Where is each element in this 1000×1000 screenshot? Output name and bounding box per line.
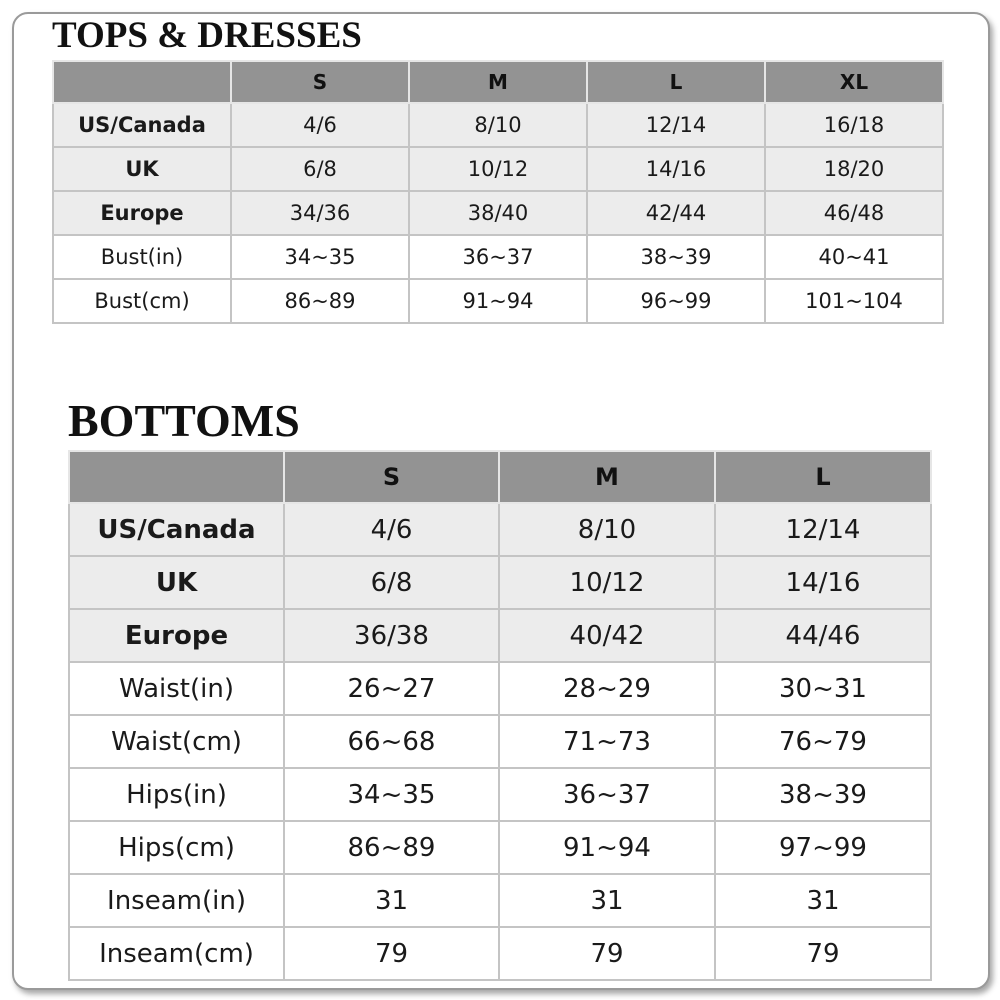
table-cell: 40/42: [499, 609, 715, 662]
table-cell: 8/10: [499, 503, 715, 556]
row-label: Hips(in): [69, 768, 284, 821]
tops-title: TOPS & DRESSES: [52, 15, 362, 56]
column-header-l: L: [587, 61, 765, 103]
table-cell: 79: [284, 927, 499, 980]
table-row: [69, 556, 931, 609]
table-cell: 38~39: [715, 768, 931, 821]
table-cell: 36/38: [284, 609, 499, 662]
row-label: Waist(cm): [69, 715, 284, 768]
table-cell: 91~94: [409, 279, 587, 323]
table-cell: 42/44: [587, 191, 765, 235]
column-header-l: L: [715, 451, 931, 503]
column-header-empty: [69, 451, 284, 503]
table-cell: 14/16: [715, 556, 931, 609]
table-cell: 31: [284, 874, 499, 927]
table-row: [69, 927, 931, 980]
row-label: Bust(in): [53, 235, 231, 279]
table-row: [53, 103, 943, 147]
table-row: [69, 715, 931, 768]
table-cell: 30~31: [715, 662, 931, 715]
row-label: Inseam(cm): [69, 927, 284, 980]
table-cell: 28~29: [499, 662, 715, 715]
row-label: UK: [53, 147, 231, 191]
table-cell: 71~73: [499, 715, 715, 768]
column-header-s: S: [284, 451, 499, 503]
table-cell: 10/12: [409, 147, 587, 191]
table-cell: 91~94: [499, 821, 715, 874]
table-row: [69, 503, 931, 556]
table-cell: 79: [715, 927, 931, 980]
table-row: [69, 768, 931, 821]
table-cell: 18/20: [765, 147, 943, 191]
row-label: Bust(cm): [53, 279, 231, 323]
row-label: Europe: [53, 191, 231, 235]
table-cell: 4/6: [231, 103, 409, 147]
table-cell: 6/8: [231, 147, 409, 191]
table-cell: 6/8: [284, 556, 499, 609]
table-cell: 36~37: [409, 235, 587, 279]
table-cell: 46/48: [765, 191, 943, 235]
table-cell: 101~104: [765, 279, 943, 323]
row-label: US/Canada: [69, 503, 284, 556]
row-label: Hips(cm): [69, 821, 284, 874]
table-cell: 16/18: [765, 103, 943, 147]
table-cell: 34~35: [231, 235, 409, 279]
table-row: [53, 147, 943, 191]
row-label: Inseam(in): [69, 874, 284, 927]
table-row: [69, 821, 931, 874]
table-cell: 38~39: [587, 235, 765, 279]
column-header-xl: XL: [765, 61, 943, 103]
table-cell: 10/12: [499, 556, 715, 609]
bottoms-title: BOTTOMS: [68, 395, 300, 446]
column-header-m: M: [409, 61, 587, 103]
table-cell: 31: [499, 874, 715, 927]
table-cell: 86~89: [231, 279, 409, 323]
table-row: [69, 609, 931, 662]
table-cell: 38/40: [409, 191, 587, 235]
table-cell: 86~89: [284, 821, 499, 874]
table-cell: 8/10: [409, 103, 587, 147]
table-cell: 12/14: [715, 503, 931, 556]
table-cell: 31: [715, 874, 931, 927]
table-row: [69, 662, 931, 715]
table-cell: 96~99: [587, 279, 765, 323]
table-cell: 40~41: [765, 235, 943, 279]
table-cell: 34~35: [284, 768, 499, 821]
table-row: [53, 235, 943, 279]
table-cell: 44/46: [715, 609, 931, 662]
column-header-m: M: [499, 451, 715, 503]
table-cell: 66~68: [284, 715, 499, 768]
column-header-s: S: [231, 61, 409, 103]
table-cell: 76~79: [715, 715, 931, 768]
table-cell: 26~27: [284, 662, 499, 715]
header-row: [53, 61, 943, 103]
table-cell: 12/14: [587, 103, 765, 147]
table-cell: 97~99: [715, 821, 931, 874]
bottoms-size-table: [68, 450, 932, 981]
header-row: [69, 451, 931, 503]
table-row: [53, 279, 943, 323]
row-label: Waist(in): [69, 662, 284, 715]
row-label: US/Canada: [53, 103, 231, 147]
row-label: UK: [69, 556, 284, 609]
table-row: [69, 874, 931, 927]
table-row: [53, 191, 943, 235]
tops-size-table: [52, 60, 944, 324]
row-label: Europe: [69, 609, 284, 662]
table-cell: 4/6: [284, 503, 499, 556]
table-cell: 34/36: [231, 191, 409, 235]
column-header-empty: [53, 61, 231, 103]
table-cell: 79: [499, 927, 715, 980]
table-cell: 14/16: [587, 147, 765, 191]
table-cell: 36~37: [499, 768, 715, 821]
